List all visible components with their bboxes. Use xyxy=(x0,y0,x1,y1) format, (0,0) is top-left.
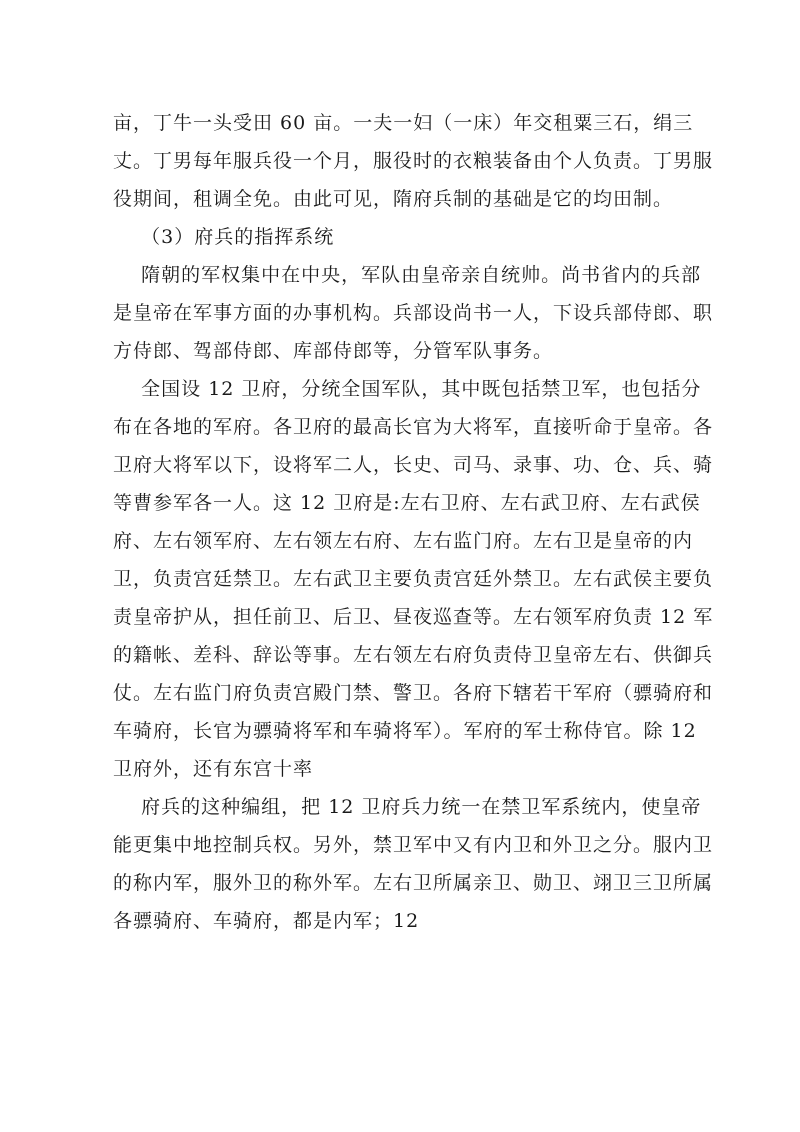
text-line: 役期间，租调全免。由此可见，隋府兵制的基础是它的均田制。 xyxy=(113,188,674,210)
text-line: 责皇帝护从，担任前卫、后卫、昼夜巡查等。左右领军府负责 12 军 xyxy=(113,606,714,628)
text-line: 仗。左右监门府负责宫殿门禁、警卫。各府下辖若干军府（骠骑府和 xyxy=(113,682,714,704)
document-body xyxy=(113,104,714,940)
text-line: 亩，丁牛一头受田 60 亩。一夫一妇（一床）年交租粟三石，绢三 xyxy=(113,112,694,134)
text-line: 卫，负责宫廷禁卫。左右武卫主要负责宫廷外禁卫。左右武侯主要负 xyxy=(113,568,714,590)
text-line: 是皇帝在军事方面的办事机构。兵部设尚书一人，下设兵部侍郎、职 xyxy=(113,302,714,324)
text-line: 府兵的这种编组，把 12 卫府兵力统一在禁卫军系统内，使皇帝 xyxy=(113,796,702,818)
text-line: 车骑府，长官为骠骑将军和车骑将军）。军府的军士称侍官。除 12 xyxy=(113,720,697,742)
text-line: 的称内军，服外卫的称外军。左右卫所属亲卫、勋卫、翊卫三卫所属 xyxy=(113,872,714,894)
section-heading: （3）府兵的指挥系统 xyxy=(113,226,335,248)
text-line: 卫府大将军以下，设将军二人，长史、司马、录事、功、仓、兵、骑 xyxy=(113,454,714,476)
text-line: 等曹参军各一人。这 12 卫府是:左右卫府、左右武卫府、左右武侯 xyxy=(113,492,701,514)
text-line: 能更集中地控制兵权。另外，禁卫军中又有内卫和外卫之分。服内卫 xyxy=(113,834,714,856)
text-line: 全国设 12 卫府，分统全国军队，其中既包括禁卫军，也包括分 xyxy=(113,378,702,400)
text-line: 方侍郎、驾部侍郎、库部侍郎等，分管军队事务。 xyxy=(113,340,554,362)
text-line: 隋朝的军权集中在中央，军队由皇帝亲自统帅。尚书省内的兵部 xyxy=(113,264,702,286)
text-line: 府、左右领军府、左右领左右府、左右监门府。左右卫是皇帝的内 xyxy=(113,530,694,552)
text-line: 的籍帐、差科、辞讼等事。左右领左右府负责侍卫皇帝左右、供御兵 xyxy=(113,644,714,666)
text-line: 各骠骑府、车骑府，都是内军；12 xyxy=(113,910,420,932)
text-line: 丈。丁男每年服兵役一个月，服役时的衣粮装备由个人负责。丁男服 xyxy=(113,150,714,172)
text-line: 卫府外，还有东宫十率 xyxy=(113,758,314,780)
text-line: 布在各地的军府。各卫府的最高长官为大将军，直接听命于皇帝。各 xyxy=(113,416,714,438)
